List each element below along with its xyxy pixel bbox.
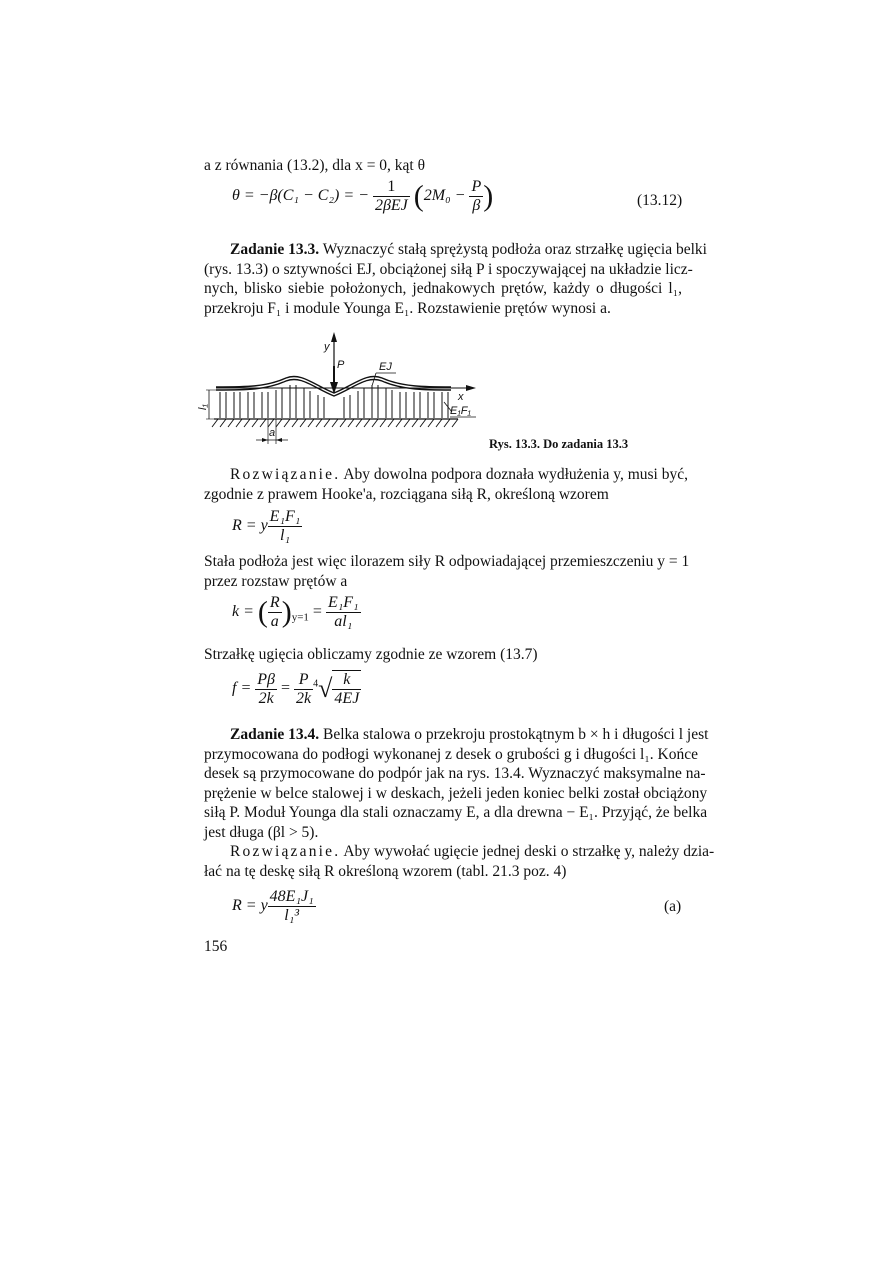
figure-label-a: a bbox=[269, 427, 276, 439]
eq-13-12-lhs: θ = −β(C₁ − C₂) = − bbox=[232, 187, 369, 205]
solution-2-head: Rozwiązanie. bbox=[230, 843, 341, 860]
equation-number-a: (a) bbox=[664, 898, 682, 915]
figure-label-x: x bbox=[458, 391, 464, 403]
solution-1-paragraph: Rozwiązanie. Aby dowolna podpora doznała wydłużenia y, musi być, zgodnie z prawem Hooke'a, rozciągana siłą R, określoną wzorem bbox=[204, 466, 688, 503]
task-13-3-title: Zadanie 13.3. bbox=[230, 241, 320, 258]
intro-line: a z równania (13.2), dla x = 0, kąt θ bbox=[204, 157, 426, 174]
task-13-4-title: Zadanie 13.4. bbox=[230, 726, 320, 743]
figure-label-ej: EJ bbox=[379, 361, 392, 373]
figure-label-e1f1: E₁F₁ bbox=[450, 405, 471, 417]
equation-k: k = ( $\frac{R}{a}$ )$_{y=1}$ = $\frac{\text{E₁F₁}}{\text{al₁}}$ bbox=[232, 594, 359, 630]
figure-label-l1: l₁ bbox=[197, 404, 209, 410]
beam-on-rods-figure bbox=[196, 330, 496, 450]
equation-R: R = y $\frac{\text{E₁F₁}}{\text{l₁}}$ bbox=[232, 508, 301, 544]
page-number: 156 bbox=[204, 938, 228, 955]
equation-13-12: θ = −β(C₁ − C₂) = − $\frac{1}{\text{2βEJ}}$ (2M₀ − $\frac{P}{\beta}$ ) bbox=[232, 178, 494, 214]
figure-label-p: P bbox=[337, 359, 345, 371]
task-13-3-paragraph: Zadanie 13.3. Wyznaczyć stałą sprężystą podłoża oraz strzałkę ugięcia belki (rys. 13.3) o sztywności EJ, obciążonej siłą P i spoczywającej na układzie licz- nych, blisko siebie położonych, jednakowych prętów, każdy o długości l₁, przekroju F₁ i module Younga E₁. Rozstawienie prętów wynosi a. bbox=[204, 241, 707, 317]
equation-number-13-12: (13.12) bbox=[637, 192, 683, 209]
stiffness-paragraph: Stała podłoża jest więc ilorazem siły R odpowiadającej przemieszczeniu y = 1 przez rozstaw prętów a bbox=[204, 553, 690, 590]
figure-label-y: y bbox=[324, 341, 330, 353]
equation-a: R = y $\frac{\text{48E₁J₁}}{\text{l₁³}}$ bbox=[232, 888, 314, 924]
solution-2-paragraph: Rozwiązanie. Aby wywołać ugięcie jednej deski o strzałkę y, należy dzia- łać na tę deskę siłą R określoną wzorem (tabl. 21.3 poz. 4) bbox=[204, 843, 715, 880]
equation-f: f = $\frac{P\beta}{2k}$ = $\frac{P}{2k}$ $^4$√ $\frac{k}{4EJ}$ bbox=[232, 670, 360, 707]
deflection-intro: Strzałkę ugięcia obliczamy zgodnie ze wzorem (13.7) bbox=[204, 646, 538, 663]
solution-1-head: Rozwiązanie. bbox=[230, 466, 341, 483]
figure-caption: Rys. 13.3. Do zadania 13.3 bbox=[489, 437, 629, 451]
eq-13-12-fraction: $\frac{1}{\text{2βEJ}}$ bbox=[374, 178, 408, 214]
task-13-4-paragraph: Zadanie 13.4. Belka stalowa o przekroju prostokątnym b × h i długości l jest przymocowana do podłogi wykonanej z desek o grubości g i długości l₁. Końce desek są przymocowane do podpór jak na rys. 13.4. Wyznaczyć maksymalne na- prężenie w belce stalowej i w deskach, jeżeli jeden koniec belki został obciążony siłą P. Moduł Younga dla stali oznaczamy E, a dla drewna − E₁. Przyjąć, że belka jest długa (βl > 5). bbox=[204, 726, 709, 841]
